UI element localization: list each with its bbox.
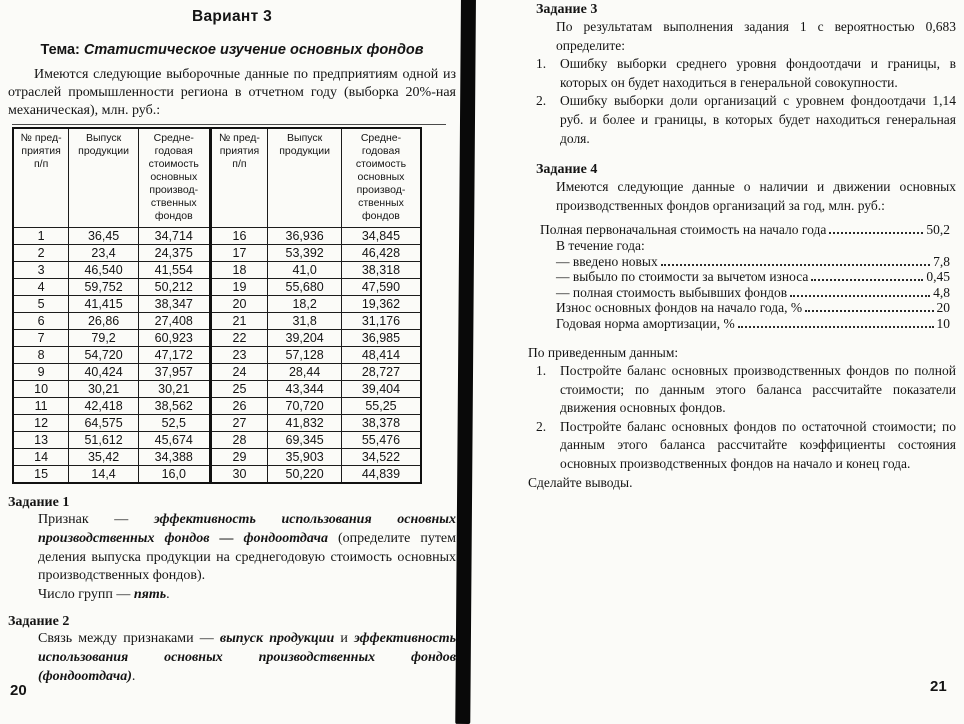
task4-heading: Задание 4: [536, 162, 598, 178]
cell-avg-funds: 30,21: [138, 381, 210, 398]
task3-intro: По результатам выполнения задания 1 с вероятностью 0,683 определите:: [556, 19, 956, 53]
data-label: В течение года:: [556, 237, 645, 253]
task4-intro: Имеются следующие данные о наличии и движении основных производственных фондов организаций за год, млн. руб.:: [556, 179, 956, 213]
dotted-leader: [829, 232, 923, 234]
cell-enterprise-no: 9: [13, 364, 69, 381]
item-number: 2.: [536, 418, 547, 434]
item-text: Постройте баланс основных фондов по остаточной стоимости; по данным этого баланса рассчитайте коэффициенты состояния основных производственных фондов на начало и конец года.: [560, 418, 956, 472]
cell-output: 31,8: [268, 313, 342, 330]
cell-avg-funds: 41,554: [138, 262, 210, 279]
task1-groups-line: [38, 586, 456, 605]
cell-avg-funds: 60,923: [138, 330, 210, 347]
cell-output: 26,86: [69, 313, 139, 330]
cell-output: 39,204: [268, 330, 342, 347]
task4-list: [528, 362, 956, 474]
dotted-leader: [738, 326, 934, 328]
data-label: Полная первоначальная стоимость на начало года: [540, 222, 827, 238]
cell-enterprise-no: 20: [210, 296, 268, 313]
cell-avg-funds: 38,562: [138, 398, 210, 415]
cell-output: 59,752: [69, 279, 139, 296]
cell-output: 70,720: [268, 398, 342, 415]
cell-enterprise-no: 11: [13, 398, 69, 415]
intro-text: Имеются следующие выборочные данные по предприятиям одной из отраслей промышленности региона в отчетном году (выборка 20%-ная механическая), млн. руб.:: [8, 67, 456, 118]
item-text: Ошибку выборки доли организаций с уровнем фондоотдачи 1,14 руб. и более и границы, в которых будет находиться генеральная доля.: [560, 93, 956, 146]
cell-avg-funds: 34,845: [341, 228, 421, 245]
task1-text: Признак —: [38, 512, 154, 527]
intro-paragraph: [8, 66, 456, 120]
cell-enterprise-no: 16: [210, 228, 268, 245]
cell-avg-funds: 38,318: [341, 262, 421, 279]
cell-enterprise-no: 7: [13, 330, 69, 347]
cell-enterprise-no: 10: [13, 381, 69, 398]
cell-output: 41,0: [268, 262, 342, 279]
cell-enterprise-no: 14: [13, 449, 69, 466]
cell-avg-funds: 27,408: [138, 313, 210, 330]
task2-text: Связь между признаками —: [38, 630, 220, 646]
cell-output: 79,2: [69, 330, 139, 347]
item-text: Постройте баланс основных производственных фондов по полной стоимости; по данным этого баланса рассчитайте показатели движения основных фондов.: [560, 363, 956, 416]
cell-avg-funds: 44,839: [341, 466, 421, 484]
table-row: [13, 466, 421, 484]
data-line: [556, 300, 950, 316]
table-row: [13, 279, 421, 296]
task1-body: [38, 511, 456, 605]
cell-enterprise-no: 3: [13, 262, 69, 279]
item-number: 1.: [536, 363, 547, 379]
cell-output: 50,220: [268, 466, 342, 484]
cell-output: 41,415: [69, 296, 139, 313]
cell-output: 54,720: [69, 347, 139, 364]
table-row: [13, 228, 421, 245]
col-header-enterprise-2: № пред- приятия п/п: [210, 128, 268, 228]
data-value: 4,8: [933, 284, 950, 300]
table-row: [13, 449, 421, 466]
cell-avg-funds: 16,0: [138, 466, 210, 484]
task2-emphasis: выпуск продукции: [219, 630, 335, 646]
cell-output: 35,42: [69, 449, 139, 466]
variant-title: Вариант 3: [191, 8, 272, 25]
cell-enterprise-no: 22: [210, 330, 268, 347]
cell-enterprise-no: 23: [210, 347, 268, 364]
item-number: 2.: [536, 93, 547, 109]
cell-output: 57,128: [268, 347, 342, 364]
list-item: [528, 362, 956, 418]
cell-avg-funds: 31,176: [341, 313, 421, 330]
cell-enterprise-no: 1: [13, 228, 69, 245]
table-row: [13, 381, 421, 398]
cell-output: 14,4: [69, 466, 139, 484]
cell-enterprise-no: 17: [210, 245, 268, 262]
data-value: 10: [936, 315, 950, 331]
cell-avg-funds: 36,985: [341, 330, 421, 347]
col-header-avg-funds-2: Средне- годовая стоимость основных производ- ственных фондов: [341, 128, 421, 228]
cell-avg-funds: 38,378: [341, 415, 421, 432]
cell-avg-funds: 39,404: [341, 381, 421, 398]
task1-text: Число групп —: [38, 587, 134, 603]
data-label: — полная стоимость выбывших фондов: [556, 284, 788, 300]
col-header-output-2: Выпуск продукции: [268, 128, 342, 228]
page-right: [528, 0, 956, 492]
item-number: 1.: [536, 56, 547, 72]
cell-avg-funds: 34,522: [341, 449, 421, 466]
dotted-leader: [790, 295, 930, 297]
table-row: [13, 364, 421, 381]
cell-output: 36,936: [268, 228, 342, 245]
table-row: [13, 398, 421, 415]
cell-avg-funds: 48,414: [341, 347, 421, 364]
cell-enterprise-no: 21: [210, 313, 268, 330]
list-item: [528, 55, 956, 92]
table-row: [13, 296, 421, 313]
table-row: [13, 415, 421, 432]
page-number-right: 21: [930, 678, 947, 695]
table-row: [13, 330, 421, 347]
sample-data-table: [12, 127, 422, 484]
cell-avg-funds: 50,212: [138, 279, 210, 296]
cell-enterprise-no: 28: [210, 432, 268, 449]
data-value: 50,2: [926, 222, 950, 238]
data-line: [556, 238, 950, 254]
table-row: [13, 347, 421, 364]
cell-avg-funds: 38,347: [138, 296, 210, 313]
data-value: 7,8: [933, 253, 950, 269]
cell-output: 35,903: [268, 449, 342, 466]
cell-output: 18,2: [268, 296, 342, 313]
task2-text: и: [334, 630, 354, 646]
cell-enterprise-no: 26: [210, 398, 268, 415]
page-number-left: 20: [10, 682, 27, 699]
data-label: — выбыло по стоимости за вычетом износа: [556, 269, 809, 285]
data-label: Износ основных фондов на начало года, %: [556, 300, 803, 316]
cell-output: 46,540: [69, 262, 139, 279]
cell-avg-funds: 45,674: [138, 432, 210, 449]
task1-text: (определите путем деления выпуска продукции на среднегодовую стоимость основных производственных фондов).: [38, 530, 457, 584]
cell-output: 28,44: [268, 364, 342, 381]
theme-title: Статистическое изучение основных фондов: [83, 42, 424, 58]
cell-enterprise-no: 29: [210, 449, 268, 466]
data-line: [556, 269, 950, 285]
cell-output: 40,424: [69, 364, 139, 381]
cell-enterprise-no: 27: [210, 415, 268, 432]
task2-text: .: [131, 668, 136, 684]
task1-emphasis: пять: [133, 587, 167, 603]
cell-avg-funds: 24,375: [138, 245, 210, 262]
cell-enterprise-no: 19: [210, 279, 268, 296]
data-line: [556, 316, 950, 332]
cell-enterprise-no: 30: [210, 466, 268, 484]
task1-emphasis: эффективность использования основных производственных фондов — фондоотдача: [38, 512, 456, 546]
cell-avg-funds: 19,362: [341, 296, 421, 313]
cell-avg-funds: 55,25: [341, 398, 421, 415]
cell-enterprise-no: 2: [13, 245, 69, 262]
data-label: — введено новых: [556, 253, 658, 269]
cell-enterprise-no: 18: [210, 262, 268, 279]
task4-closing: Сделайте выводы.: [528, 474, 633, 490]
cell-avg-funds: 34,388: [138, 449, 210, 466]
cell-output: 64,575: [69, 415, 139, 432]
theme-label: Тема:: [40, 42, 80, 58]
data-value: 0,45: [926, 269, 950, 285]
cell-output: 43,344: [268, 381, 342, 398]
cell-avg-funds: 52,5: [138, 415, 210, 432]
cell-output: 36,45: [69, 228, 139, 245]
data-value: 20: [936, 300, 950, 316]
cell-enterprise-no: 25: [210, 381, 268, 398]
col-header-output-1: Выпуск продукции: [69, 128, 139, 228]
cell-output: 53,392: [268, 245, 342, 262]
data-label: Годовая норма амортизации, %: [556, 315, 735, 331]
table-header: [13, 128, 421, 228]
dotted-leader: [661, 264, 930, 266]
list-item: [528, 92, 956, 148]
cell-output: 42,418: [69, 398, 139, 415]
table-top-rule: [12, 124, 446, 125]
task3-list: [528, 55, 956, 148]
data-line: [556, 254, 950, 270]
cell-enterprise-no: 5: [13, 296, 69, 313]
dotted-leader: [805, 310, 933, 312]
cell-avg-funds: 34,714: [138, 228, 210, 245]
cell-output: 30,21: [69, 381, 139, 398]
cell-enterprise-no: 6: [13, 313, 69, 330]
table-row: [13, 432, 421, 449]
cell-avg-funds: 47,590: [341, 279, 421, 296]
cell-output: 41,832: [268, 415, 342, 432]
cell-enterprise-no: 13: [13, 432, 69, 449]
task2-emphasis: эффективность использования основных производственных фондов (фондоотдача): [38, 630, 456, 684]
cell-avg-funds: 55,476: [341, 432, 421, 449]
task4-data-list: [540, 222, 950, 331]
task2-heading: Задание 2: [8, 613, 70, 629]
data-line: [556, 285, 950, 301]
cell-enterprise-no: 12: [13, 415, 69, 432]
table-row: [13, 313, 421, 330]
cell-output: 23,4: [69, 245, 139, 262]
table-body: [13, 228, 421, 484]
cell-enterprise-no: 4: [13, 279, 69, 296]
task1-heading: Задание 1: [8, 495, 70, 510]
book-binding-gutter: [455, 0, 476, 724]
table-row: [13, 245, 421, 262]
dotted-leader: [811, 279, 923, 281]
cell-enterprise-no: 8: [13, 347, 69, 364]
cell-output: 55,680: [268, 279, 342, 296]
col-header-enterprise-1: № пред- приятия п/п: [13, 128, 69, 228]
page-left: [8, 0, 456, 686]
cell-avg-funds: 28,727: [341, 364, 421, 381]
list-item: [528, 418, 956, 474]
col-header-avg-funds-1: Средне- годовая стоимость основных производ- ственных фондов: [138, 128, 210, 228]
cell-output: 51,612: [69, 432, 139, 449]
cell-avg-funds: 47,172: [138, 347, 210, 364]
item-text: Ошибку выборки среднего уровня фондоотдачи и границы, в которых он будет находиться в генеральной совокупности.: [560, 56, 956, 90]
cell-output: 69,345: [268, 432, 342, 449]
cell-avg-funds: 46,428: [341, 245, 421, 262]
task2-body: [38, 630, 456, 686]
cell-enterprise-no: 24: [210, 364, 268, 381]
task1-text: .: [166, 587, 170, 603]
theme-line: [8, 42, 456, 58]
task3-heading: Задание 3: [536, 2, 598, 17]
task4-followup-intro: По приведенным данным:: [528, 344, 679, 360]
cell-avg-funds: 37,957: [138, 364, 210, 381]
table-row: [13, 262, 421, 279]
data-line: [540, 222, 950, 238]
cell-enterprise-no: 15: [13, 466, 69, 484]
